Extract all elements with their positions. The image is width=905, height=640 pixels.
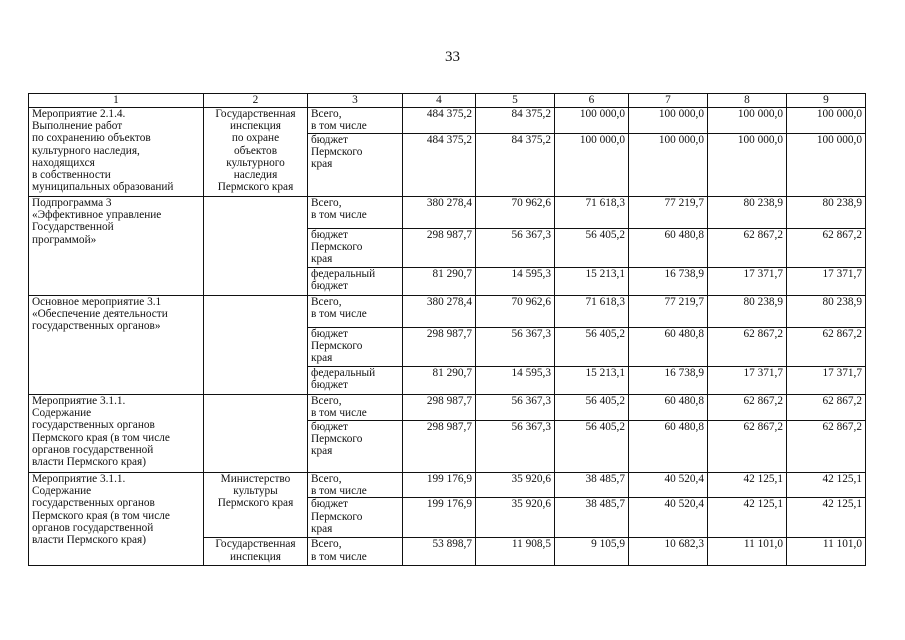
- value-cell: 53 898,7: [403, 538, 476, 566]
- value-cell: 84 375,2: [476, 134, 555, 197]
- value-cell: 81 290,7: [403, 367, 476, 395]
- value-cell: 15 213,1: [555, 268, 629, 296]
- value-cell: 100 000,0: [555, 134, 629, 197]
- value-cell: 56 367,3: [476, 421, 555, 473]
- funding-source-cell: Всего, в том числе: [308, 296, 403, 328]
- value-cell: 17 371,7: [787, 367, 866, 395]
- funding-source-cell: бюджет Пермского края: [308, 134, 403, 197]
- value-cell: 60 480,8: [629, 229, 708, 268]
- value-cell: 14 595,3: [476, 367, 555, 395]
- executor-cell: Государственная инспекция по охране объектов культурного наследия Пермского края: [204, 108, 308, 197]
- funding-source-cell: бюджет Пермского края: [308, 421, 403, 473]
- value-cell: 11 101,0: [708, 538, 787, 566]
- funding-source-cell: бюджет Пермского края: [308, 328, 403, 367]
- value-cell: 84 375,2: [476, 108, 555, 134]
- event-name-cell: Мероприятие 3.1.1. Содержание государственных органов Пермского края (в том числе органов государственной власти Пермского края): [29, 395, 204, 473]
- executor-cell: [204, 296, 308, 395]
- value-cell: 62 867,2: [787, 229, 866, 268]
- column-header: 8: [708, 94, 787, 108]
- value-cell: 17 371,7: [708, 268, 787, 296]
- funding-source-cell: Всего, в том числе: [308, 473, 403, 498]
- table-row: [29, 473, 866, 498]
- column-header: 5: [476, 94, 555, 108]
- value-cell: 484 375,2: [403, 108, 476, 134]
- value-cell: 42 125,1: [708, 473, 787, 498]
- value-cell: 60 480,8: [629, 421, 708, 473]
- value-cell: 56 405,2: [555, 328, 629, 367]
- value-cell: 199 176,9: [403, 473, 476, 498]
- value-cell: 77 219,7: [629, 296, 708, 328]
- value-cell: 77 219,7: [629, 197, 708, 229]
- value-cell: 56 405,2: [555, 395, 629, 421]
- event-name-cell: Основное мероприятие 3.1 «Обеспечение деятельности государственных органов»: [29, 296, 204, 395]
- table-row: [29, 395, 866, 421]
- event-name-cell: Мероприятие 2.1.4. Выполнение работ по сохранению объектов культурного наследия, находящихся в собственности муниципальных образований: [29, 108, 204, 197]
- value-cell: 298 987,7: [403, 328, 476, 367]
- value-cell: 56 367,3: [476, 395, 555, 421]
- funding-source-cell: Всего, в том числе: [308, 538, 403, 566]
- funding-source-cell: Всего, в том числе: [308, 197, 403, 229]
- funding-source-cell: федеральный бюджет: [308, 367, 403, 395]
- value-cell: 11 908,5: [476, 538, 555, 566]
- value-cell: 17 371,7: [708, 367, 787, 395]
- value-cell: 100 000,0: [629, 108, 708, 134]
- value-cell: 38 485,7: [555, 473, 629, 498]
- table-row: [29, 296, 866, 328]
- event-name-cell: Мероприятие 3.1.1. Содержание государственных органов Пермского края (в том числе органов государственной власти Пермского края): [29, 473, 204, 566]
- value-cell: 17 371,7: [787, 268, 866, 296]
- column-header: 9: [787, 94, 866, 108]
- budget-table: [28, 93, 866, 566]
- value-cell: 9 105,9: [555, 538, 629, 566]
- value-cell: 484 375,2: [403, 134, 476, 197]
- column-header: 3: [308, 94, 403, 108]
- value-cell: 16 738,9: [629, 268, 708, 296]
- value-cell: 62 867,2: [787, 421, 866, 473]
- value-cell: 62 867,2: [708, 421, 787, 473]
- value-cell: 56 367,3: [476, 328, 555, 367]
- value-cell: 380 278,4: [403, 296, 476, 328]
- value-cell: 16 738,9: [629, 367, 708, 395]
- value-cell: 35 920,6: [476, 498, 555, 538]
- funding-source-cell: бюджет Пермского края: [308, 498, 403, 538]
- value-cell: 70 962,6: [476, 296, 555, 328]
- value-cell: 62 867,2: [708, 328, 787, 367]
- executor-cell: Министерство культуры Пермского края: [204, 473, 308, 538]
- value-cell: 56 405,2: [555, 229, 629, 268]
- value-cell: 56 405,2: [555, 421, 629, 473]
- value-cell: 298 987,7: [403, 395, 476, 421]
- value-cell: 42 125,1: [787, 473, 866, 498]
- value-cell: 70 962,6: [476, 197, 555, 229]
- column-header: 1: [29, 94, 204, 108]
- column-header: 6: [555, 94, 629, 108]
- executor-cell: [204, 197, 308, 296]
- value-cell: 62 867,2: [708, 395, 787, 421]
- value-cell: 100 000,0: [708, 134, 787, 197]
- value-cell: 100 000,0: [629, 134, 708, 197]
- value-cell: 11 101,0: [787, 538, 866, 566]
- executor-cell: [204, 395, 308, 473]
- column-header: 2: [204, 94, 308, 108]
- value-cell: 100 000,0: [708, 108, 787, 134]
- column-header: 7: [629, 94, 708, 108]
- value-cell: 71 618,3: [555, 197, 629, 229]
- value-cell: 42 125,1: [708, 498, 787, 538]
- table-row: [29, 197, 866, 229]
- table-row: [29, 108, 866, 134]
- value-cell: 56 367,3: [476, 229, 555, 268]
- funding-source-cell: Всего, в том числе: [308, 395, 403, 421]
- value-cell: 71 618,3: [555, 296, 629, 328]
- value-cell: 380 278,4: [403, 197, 476, 229]
- value-cell: 199 176,9: [403, 498, 476, 538]
- value-cell: 35 920,6: [476, 473, 555, 498]
- value-cell: 80 238,9: [787, 296, 866, 328]
- value-cell: 298 987,7: [403, 229, 476, 268]
- value-cell: 40 520,4: [629, 473, 708, 498]
- funding-source-cell: Всего, в том числе: [308, 108, 403, 134]
- value-cell: 40 520,4: [629, 498, 708, 538]
- column-number-row: [29, 94, 866, 108]
- value-cell: 62 867,2: [708, 229, 787, 268]
- value-cell: 100 000,0: [787, 108, 866, 134]
- value-cell: 62 867,2: [787, 395, 866, 421]
- value-cell: 14 595,3: [476, 268, 555, 296]
- value-cell: 80 238,9: [787, 197, 866, 229]
- funding-source-cell: бюджет Пермского края: [308, 229, 403, 268]
- table-body: [29, 108, 866, 566]
- column-header: 4: [403, 94, 476, 108]
- value-cell: 298 987,7: [403, 421, 476, 473]
- executor-cell: Государственная инспекция: [204, 538, 308, 566]
- value-cell: 62 867,2: [787, 328, 866, 367]
- value-cell: 10 682,3: [629, 538, 708, 566]
- value-cell: 100 000,0: [555, 108, 629, 134]
- value-cell: 42 125,1: [787, 498, 866, 538]
- event-name-cell: Подпрограмма 3 «Эффективное управление Государственной программой»: [29, 197, 204, 296]
- value-cell: 60 480,8: [629, 328, 708, 367]
- value-cell: 38 485,7: [555, 498, 629, 538]
- value-cell: 60 480,8: [629, 395, 708, 421]
- value-cell: 100 000,0: [787, 134, 866, 197]
- funding-source-cell: федеральный бюджет: [308, 268, 403, 296]
- value-cell: 81 290,7: [403, 268, 476, 296]
- page-number: 33: [445, 49, 460, 65]
- value-cell: 80 238,9: [708, 296, 787, 328]
- value-cell: 80 238,9: [708, 197, 787, 229]
- value-cell: 15 213,1: [555, 367, 629, 395]
